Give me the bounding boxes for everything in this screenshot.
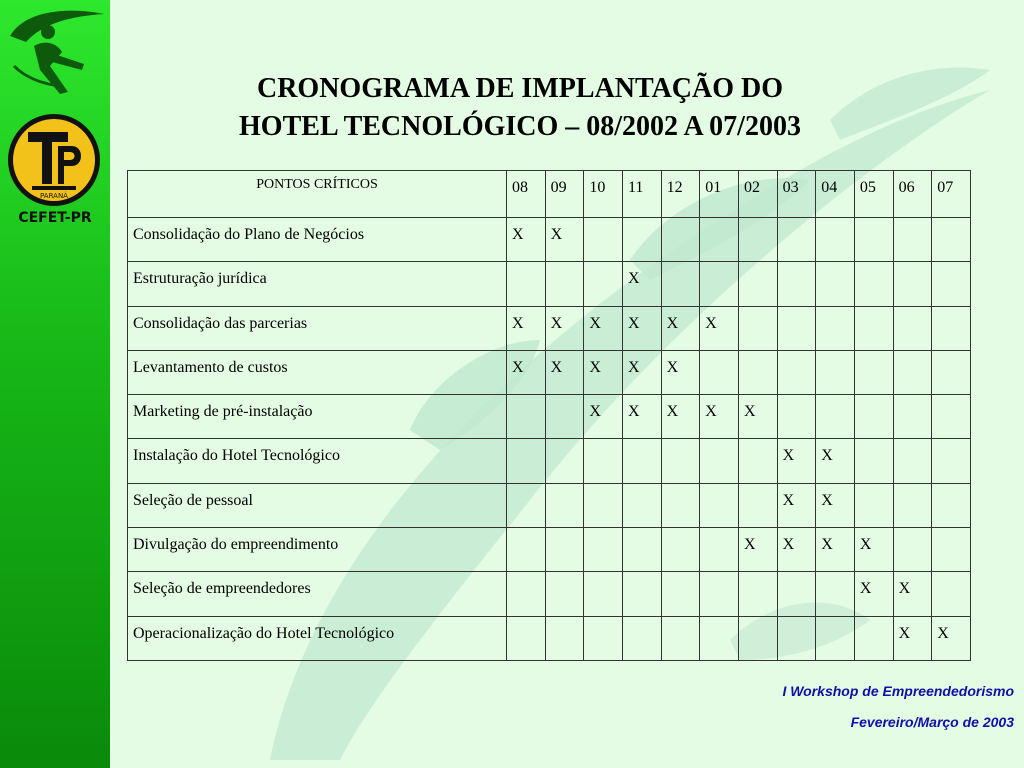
schedule-mark [507,483,546,527]
header-month: 01 [700,171,739,218]
schedule-mark: X [893,616,932,660]
schedule-mark [777,306,816,350]
schedule-table [127,170,971,661]
table-row [128,262,971,306]
schedule-mark [661,616,700,660]
schedule-mark [622,439,661,483]
schedule-mark [545,262,584,306]
schedule-mark: X [507,306,546,350]
schedule-mark [893,262,932,306]
row-label: Operacionalização do Hotel Tecnológico [128,616,507,660]
row-label: Seleção de pessoal [128,483,507,527]
schedule-mark [932,439,971,483]
header-month: 02 [738,171,777,218]
schedule-mark [738,572,777,616]
schedule-mark [854,350,893,394]
schedule-mark: X [622,262,661,306]
title-line-2: HOTEL TECNOLÓGICO – 08/2002 A 07/2003 [239,111,801,142]
schedule-mark: X [507,350,546,394]
schedule-mark [700,439,739,483]
table-row [128,483,971,527]
schedule-mark [854,395,893,439]
page-title [130,70,910,146]
schedule-mark [854,483,893,527]
schedule-mark: X [622,350,661,394]
schedule-mark [854,439,893,483]
schedule-mark [507,439,546,483]
schedule-mark [777,262,816,306]
schedule-mark [700,262,739,306]
schedule-mark [932,218,971,262]
schedule-mark [545,483,584,527]
schedule-mark [507,262,546,306]
schedule-mark [700,350,739,394]
schedule-mark: X [545,218,584,262]
row-label: Marketing de pré-instalação [128,395,507,439]
schedule-mark [777,350,816,394]
schedule-mark [777,616,816,660]
schedule-mark [738,439,777,483]
schedule-mark [932,350,971,394]
schedule-mark [777,395,816,439]
table-row [128,439,971,483]
schedule-mark [545,616,584,660]
schedule-mark [854,218,893,262]
schedule-mark: X [584,395,623,439]
seal-label: PARANÁ [40,192,68,200]
schedule-mark [700,218,739,262]
footer-event-name: I Workshop de Empreendedorismo [782,683,1014,699]
schedule-mark [545,572,584,616]
schedule-mark [932,528,971,572]
schedule-mark [545,439,584,483]
schedule-mark: X [854,528,893,572]
schedule-mark: X [816,439,855,483]
header-month: 10 [584,171,623,218]
schedule-mark: X [932,616,971,660]
schedule-mark [584,616,623,660]
schedule-mark [893,439,932,483]
schedule-mark [816,218,855,262]
institution-name: CEFET-PR [18,210,92,226]
title-line-1: CRONOGRAMA DE IMPLANTAÇÃO DO [256,73,784,104]
schedule-mark [622,218,661,262]
schedule-mark [700,616,739,660]
cefet-seal-icon [6,112,102,208]
schedule-mark [893,350,932,394]
runner-logo-icon [4,6,108,98]
schedule-mark [893,528,932,572]
schedule-mark: X [854,572,893,616]
schedule-mark [738,218,777,262]
schedule-mark [622,572,661,616]
header-month: 04 [816,171,855,218]
schedule-mark: X [507,218,546,262]
schedule-mark [507,572,546,616]
schedule-mark: X [816,483,855,527]
table-row [128,218,971,262]
header-month: 09 [545,171,584,218]
table-row [128,528,971,572]
header-month: 07 [932,171,971,218]
schedule-mark: X [777,483,816,527]
schedule-mark [738,262,777,306]
header-month: 08 [507,171,546,218]
schedule-mark [661,572,700,616]
schedule-mark [816,572,855,616]
row-label: Instalação do Hotel Tecnológico [128,439,507,483]
table-row [128,350,971,394]
row-label: Seleção de empreendedores [128,572,507,616]
schedule-mark [893,218,932,262]
schedule-mark: X [661,306,700,350]
schedule-mark: X [545,350,584,394]
schedule-mark [584,439,623,483]
schedule-mark [661,483,700,527]
schedule-mark [700,572,739,616]
schedule-mark: X [777,528,816,572]
schedule-mark [893,306,932,350]
schedule-mark: X [545,306,584,350]
schedule-mark [661,528,700,572]
schedule-mark: X [584,306,623,350]
row-label: Consolidação do Plano de Negócios [128,218,507,262]
schedule-mark [507,616,546,660]
table-header-row [128,171,971,218]
schedule-mark [507,528,546,572]
schedule-mark: X [893,572,932,616]
schedule-mark [738,306,777,350]
schedule-mark [584,572,623,616]
schedule-mark [545,395,584,439]
schedule-mark [584,262,623,306]
schedule-mark [816,350,855,394]
schedule-mark [661,439,700,483]
schedule-mark [854,306,893,350]
schedule-mark [661,262,700,306]
row-label: Estruturação jurídica [128,262,507,306]
schedule-mark [738,483,777,527]
schedule-mark: X [700,395,739,439]
schedule-mark [854,616,893,660]
schedule-mark [816,306,855,350]
schedule-mark: X [700,306,739,350]
header-critical-points: PONTOS CRÍTICOS [128,171,507,218]
schedule-mark [507,395,546,439]
schedule-mark [816,262,855,306]
table-row [128,572,971,616]
schedule-mark [893,395,932,439]
header-month: 12 [661,171,700,218]
schedule-mark [584,483,623,527]
schedule-mark [622,483,661,527]
table-row [128,395,971,439]
footer-event-date: Fevereiro/Março de 2003 [850,714,1014,730]
header-month: 11 [622,171,661,218]
header-month: 03 [777,171,816,218]
header-month: 05 [854,171,893,218]
schedule-mark [545,528,584,572]
schedule-mark [622,616,661,660]
schedule-mark [777,572,816,616]
header-month: 06 [893,171,932,218]
schedule-mark [700,483,739,527]
schedule-mark [893,483,932,527]
schedule-mark: X [584,350,623,394]
schedule-mark: X [622,395,661,439]
schedule-mark: X [661,350,700,394]
schedule-mark [700,528,739,572]
schedule-mark [932,395,971,439]
schedule-mark: X [738,395,777,439]
schedule-mark: X [738,528,777,572]
schedule-mark: X [661,395,700,439]
schedule-mark [816,616,855,660]
schedule-mark [777,218,816,262]
schedule-mark [932,306,971,350]
schedule-mark: X [622,306,661,350]
schedule-mark [622,528,661,572]
schedule-mark [738,350,777,394]
row-label: Divulgação do empreendimento [128,528,507,572]
schedule-mark: X [777,439,816,483]
schedule-mark [738,616,777,660]
schedule-mark: X [816,528,855,572]
schedule-mark [584,528,623,572]
row-label: Levantamento de custos [128,350,507,394]
table-row [128,306,971,350]
schedule-mark [854,262,893,306]
row-label: Consolidação das parcerias [128,306,507,350]
schedule-mark [584,218,623,262]
schedule-mark [932,572,971,616]
schedule-mark [661,218,700,262]
schedule-mark [816,395,855,439]
schedule-mark [932,262,971,306]
table-row [128,616,971,660]
schedule-mark [932,483,971,527]
